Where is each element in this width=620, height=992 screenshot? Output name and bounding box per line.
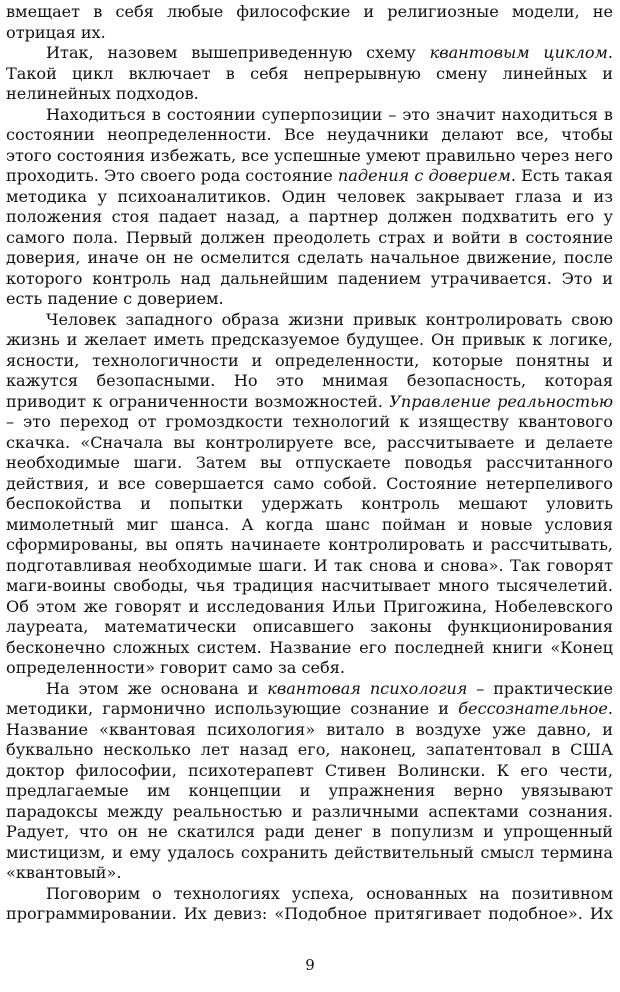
text-run: На этом же основана и (46, 678, 268, 698)
text-run: вмещает в себя любые философские и религиозные модели, не отрицая их. (6, 2, 613, 42)
paragraph (6, 679, 613, 884)
paragraph (6, 105, 613, 310)
paragraph (6, 2, 613, 43)
text-run: . Название «квантовая психология» витало в воздухе уже давно, и буквально несколько лет назад его, наконец, запатентовал в США доктор философии, психотерапевт Стивен Волински. К его чести, предлагаемые им концепции и упражнения верно увязывают парадоксы между реальностью и различными аспектами сознания. Радует, что он не скатился ради денег в популизм и упрощенный мистицизм, и ему удалось сохранить действительный смысл термина «квантовый». (6, 699, 613, 882)
text-run: – это переход от громоздкости технологий к изяществу квантового скачка. «Сначала вы контролируете все, рассчитываете и делаете необходимые шаги. Затем вы отпускаете поводья рассчитанного действия, и все совершается само собой. Состояние нетерпеливого беспокойства и попытки удержать контроль мешают уловить мимолетный миг шанса. А когда шанс пойман и новые условия сформированы, вы опять начинаете контролировать и рассчитывать, подготавливая необходимые шаги. И так снова и снова». Так говорят маги-воины свободы, чья традиция насчитывает много тысячелетий. Об этом же говорят и исследования Ильи Пригожина, Нобелевского лауреата, математически описавшего законы функционирования бесконечно сложных систем. Название его последней книги «Конец определенности» говорит само за себя. (6, 412, 613, 677)
text-run: Поговорим о технологиях успеха, основанных на позитивном программировании. Их девиз: «Подобное притягивает подобное». Их (6, 883, 613, 923)
italic-phrase: квантовая психология (267, 678, 468, 698)
italic-phrase: бессознательное (458, 699, 608, 718)
paragraph (6, 310, 613, 679)
text-run: – практические методики, гармонично использующие сознание и (6, 678, 613, 718)
paragraph (6, 43, 613, 105)
text-run: Находиться в состоянии суперпозиции – это значит находиться в состоянии неопределенности. Все неудачники делают все, чтобы этого состояния избежать, все успешные умеют правильно через него проходить. Это своего рода состояние (6, 104, 613, 185)
italic-phrase: квантовым циклом (429, 43, 608, 62)
text-run: Итак, назовем вышеприведенную схему (46, 43, 430, 62)
text-run: Человек западного образа жизни привык контролировать свою жизнь и желает иметь предсказуемое будущее. Он привык к логике, ясности, технологичности и определенности, которые понятны и кажутся безопасными. Но это мнимая безопасность, которая приводит к ограниченности возможностей. (6, 309, 613, 411)
text-run: . Такой цикл включает в себя непрерывную смену линейных и нелинейных подходов. (6, 43, 613, 103)
text-run: . Есть такая методика у психоаналитиков. Один человек закрывает глаза и из положения стоя падает назад, а партнер должен подхватить его у самого пола. Первый должен преодолеть страх и войти в состояние доверия, иначе он не осмелится сделать начальное движение, после которого контроль над дальнейшим падением утрачивается. Это и есть падение с доверием. (6, 166, 613, 308)
body-text (6, 2, 613, 925)
italic-phrase: падения с доверием (337, 166, 511, 185)
paragraph (6, 884, 613, 925)
italic-phrase: Управление реальностью (389, 391, 614, 411)
page-number: 9 (305, 956, 315, 974)
